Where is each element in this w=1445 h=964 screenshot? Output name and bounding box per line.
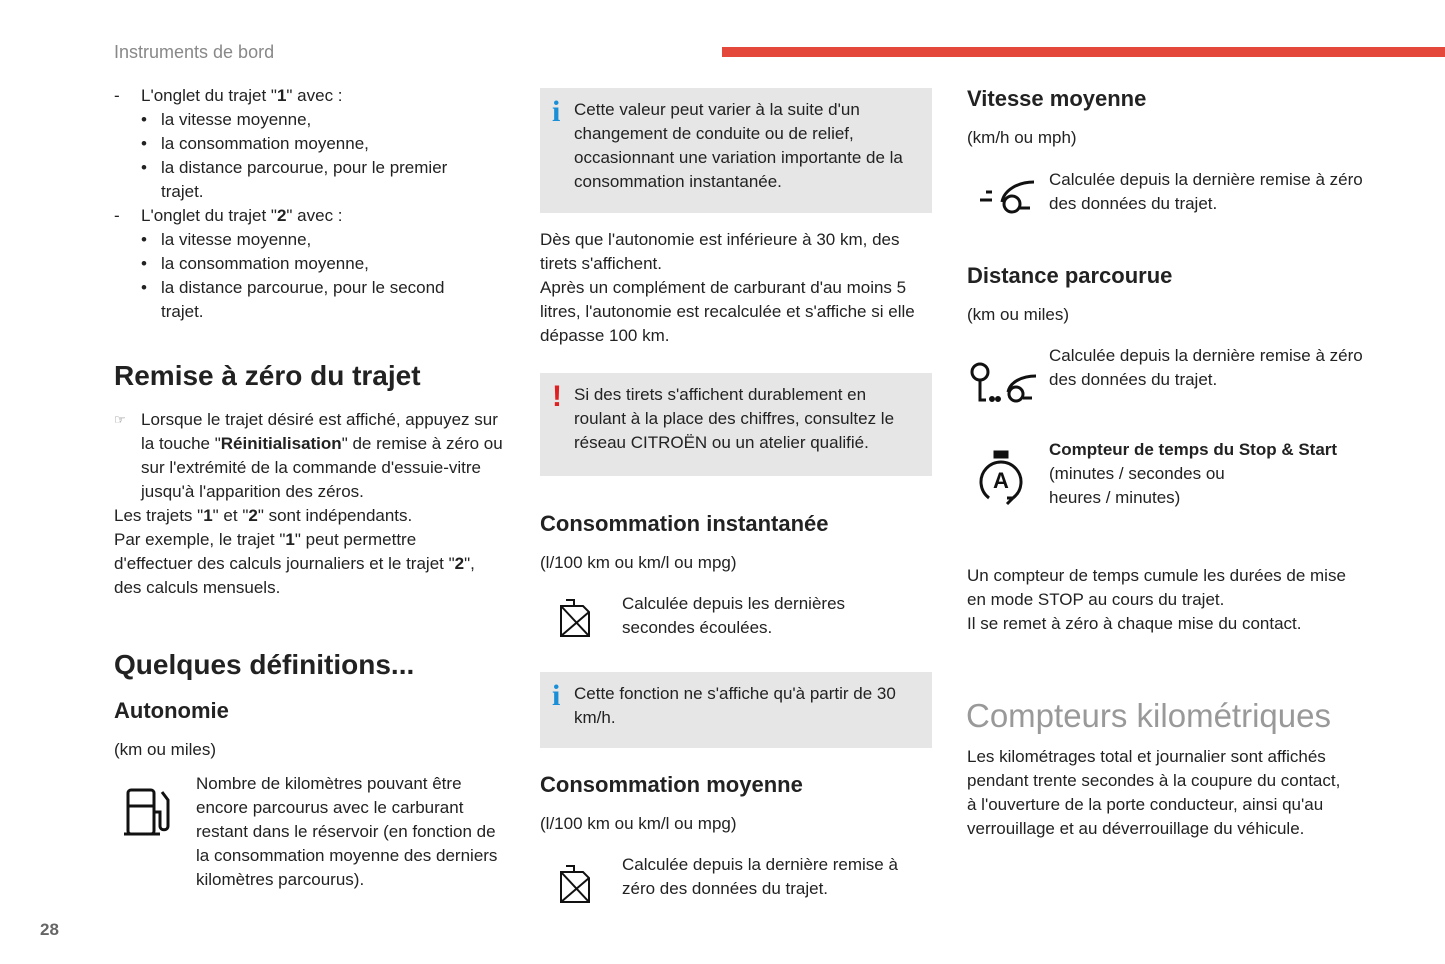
- distance-unit: (km ou miles): [967, 305, 1070, 324]
- section-header: Instruments de bord: [114, 42, 275, 62]
- definitions-title: Quelques définitions...: [114, 649, 415, 680]
- stop-start-text: Un compteur de temps cumule les durées de mise en mode STOP au cours du trajet.: [967, 566, 1346, 609]
- pointing-hand-icon: ☞: [114, 412, 126, 427]
- list-item: • la consommation moyenne,: [141, 134, 369, 153]
- warning-icon: !: [552, 380, 562, 413]
- list-item: • la consommation moyenne,: [141, 254, 369, 273]
- text: la distance parcourue, pour le second trajet.: [161, 278, 445, 321]
- text: 1: [285, 530, 295, 549]
- average-consumption-text: Calculée depuis la dernière remise à zéro des données du trajet.: [622, 855, 898, 898]
- text: Lorsque le trajet désiré est affiché, appuyez sur la touche ": [141, 410, 498, 453]
- info-icon: i: [552, 679, 561, 712]
- stop-start-reset-text: Il se remet à zéro à chaque mise du contact.: [967, 614, 1302, 633]
- text: la consommation moyenne,: [161, 254, 369, 273]
- text: " de remise à zéro ou sur l'extrémité de la commande d'essuie-vitre jusqu'à l'apparition des zéros.: [141, 434, 503, 501]
- stop-start-block: [1049, 438, 1349, 510]
- refill-text: Après un complément de carburant d'au moins 5 litres, l'autonomie est recalculée et s'affiche si elle dépasse 100 km.: [540, 278, 915, 345]
- fuel-can-icon: [558, 864, 592, 904]
- average-speed-unit: (km/h ou mph): [967, 128, 1077, 147]
- dash: -: [114, 86, 120, 105]
- text: la distance parcourue, pour le premier trajet.: [161, 158, 448, 201]
- info-box: [540, 88, 932, 213]
- stop-start-title: Compteur de temps du Stop & Start: [1049, 440, 1338, 459]
- distance-title: Distance parcourue: [967, 263, 1173, 288]
- text: 2: [454, 554, 465, 573]
- instant-consumption-text: Calculée depuis les dernières secondes écoulées.: [622, 594, 846, 637]
- reset-title: Remise à zéro du trajet: [114, 360, 421, 391]
- info-text: Cette fonction ne s'affiche qu'à partir de 30 km/h.: [574, 684, 896, 727]
- dash: -: [114, 206, 120, 225]
- text: Par exemple, le trajet ": [114, 530, 286, 549]
- text: la vitesse moyenne,: [161, 230, 312, 249]
- average-speed-title: Vitesse moyenne: [967, 86, 1147, 111]
- info-text: Cette valeur peut varier à la suite d'un changement de conduite ou de relief, occasionnant une variation importante de la consommation instantanée.: [574, 100, 903, 191]
- autonomie-title: Autonomie: [114, 698, 229, 723]
- instant-consumption-title: Consommation instantanée: [540, 511, 829, 536]
- list-item: • la vitesse moyenne,: [141, 110, 312, 129]
- distance-icon: [968, 362, 1038, 404]
- text: " avec :: [286, 86, 343, 105]
- text: " avec :: [286, 206, 343, 225]
- independent-note: [114, 504, 506, 528]
- trip-tabs-list: [114, 84, 494, 324]
- example-note: [114, 528, 484, 600]
- list-item: • la distance parcourue, pour le premier trajet.: [141, 158, 448, 201]
- text: la consommation moyenne,: [161, 134, 369, 153]
- average-consumption-title: Consommation moyenne: [540, 772, 803, 797]
- trip-number: 1: [276, 86, 287, 105]
- warning-box: [540, 373, 932, 476]
- average-consumption-unit: (l/100 km ou km/l ou mpg): [540, 814, 737, 833]
- reset-instruction: [114, 408, 506, 504]
- text: ", des calculs mensuels.: [114, 554, 475, 597]
- trip1-item: [114, 84, 494, 108]
- distance-text: Calculée depuis la dernière remise à zéro des données du trajet.: [1049, 346, 1363, 389]
- list-item: • la distance parcourue, pour le second trajet.: [141, 278, 445, 321]
- reset-section: [114, 408, 506, 600]
- page-number: 28: [40, 920, 59, 939]
- text: Les trajets ": [114, 506, 204, 525]
- odometer-title: Compteurs kilométriques: [966, 697, 1331, 734]
- text: L'onglet du trajet ": [141, 206, 277, 225]
- text: la vitesse moyenne,: [161, 110, 312, 129]
- autonomie-unit: (km ou miles): [114, 740, 217, 759]
- stop-start-unit: (minutes / secondes ou heures / minutes): [1049, 464, 1225, 507]
- text: " peut permettre d'effectuer des calculs journaliers et le trajet ": [114, 530, 455, 573]
- text: 2: [248, 506, 258, 525]
- text: L'onglet du trajet ": [141, 86, 277, 105]
- average-speed-text: Calculée depuis la dernière remise à zéro des données du trajet.: [1049, 170, 1363, 213]
- svg-text:A: A: [993, 468, 1009, 493]
- trip-number: 2: [276, 206, 287, 225]
- odometer-text: Les kilométrages total et journalier sont affichés pendant trente secondes à la coupure du contact, à l'ouverture de la porte conducteur, ainsi qu'au verrouillage et au déverrouillage du véhicule.: [967, 747, 1341, 838]
- fuel-pump-icon: [124, 786, 178, 838]
- button-name: Réinitialisation: [220, 434, 342, 453]
- instant-consumption-unit: (l/100 km ou km/l ou mpg): [540, 553, 737, 572]
- fuel-can-icon: [558, 598, 592, 638]
- average-speed-icon: [978, 178, 1038, 218]
- stop-start-icon: [975, 450, 1027, 506]
- autonomie-text: Nombre de kilomètres pouvant être encore parcourus avec le carburant restant dans le réservoir (en fonction de la consommation moyenne des derniers kilomètres parcourus).: [196, 774, 498, 889]
- header-accent-bar: [722, 47, 1445, 57]
- text: " et ": [212, 506, 249, 525]
- dashes-text: Dès que l'autonomie est inférieure à 30 km, des tirets s'affichent.: [540, 230, 900, 273]
- trip2-item: [114, 204, 494, 228]
- warning-text: Si des tirets s'affichent durablement en roulant à la place des chiffres, consultez le réseau CITROËN ou un atelier qualifié.: [574, 385, 895, 452]
- info-icon: i: [552, 95, 561, 128]
- info-box: [540, 672, 932, 748]
- list-item: • la vitesse moyenne,: [141, 230, 312, 249]
- text: 1: [203, 506, 213, 525]
- text: " sont indépendants.: [257, 506, 413, 525]
